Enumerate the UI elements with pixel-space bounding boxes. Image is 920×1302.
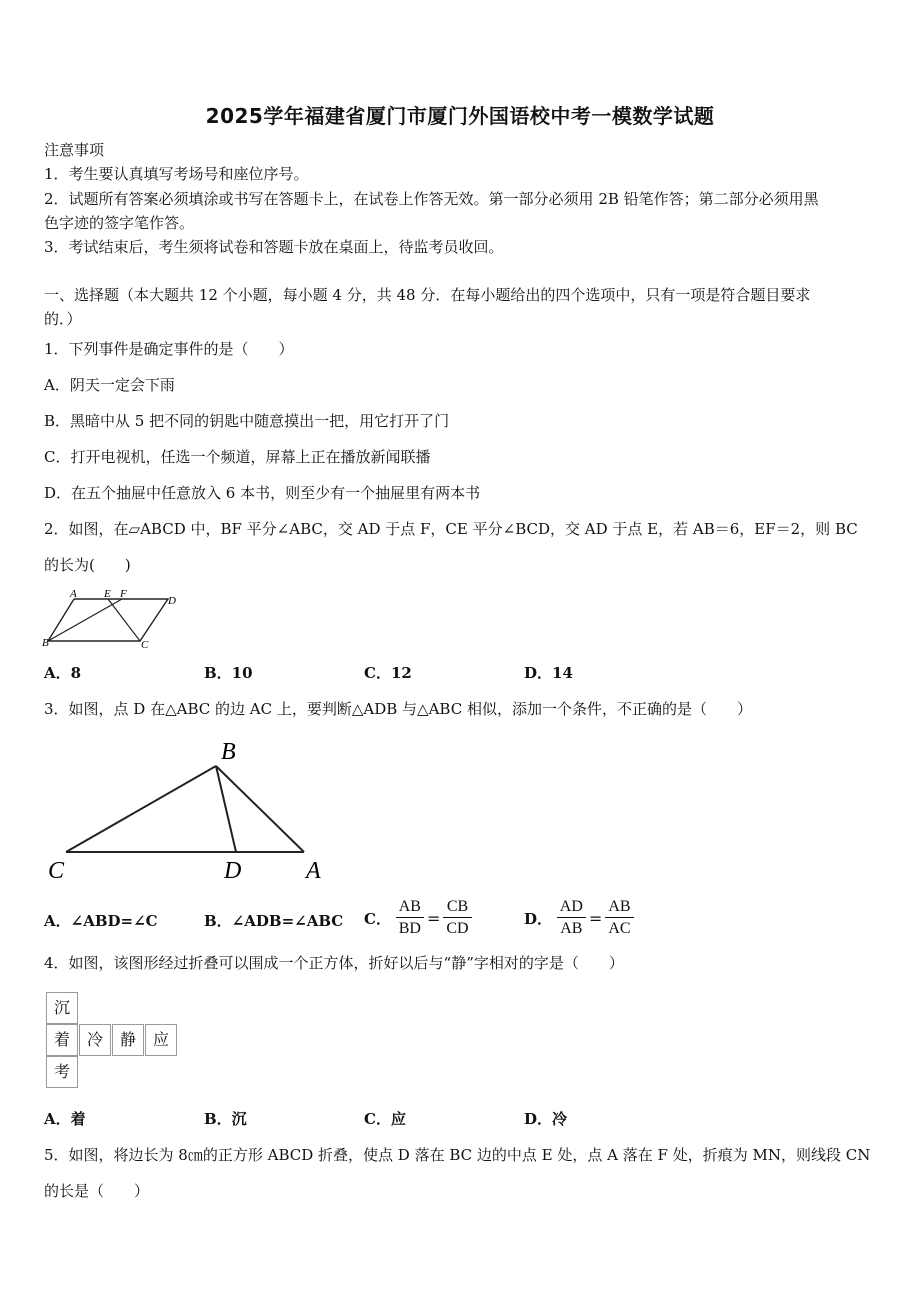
question-4-stem: 4．如图，该图形经过折叠可以围成一个正方体，折好以后与“静”字相对的字是（ ）: [44, 954, 624, 972]
fraction: [443, 897, 471, 940]
net-cell: 着: [46, 1024, 78, 1056]
section-heading-cont: 的．）: [44, 310, 82, 328]
question-1-option-c: C．打开电视机，任选一个频道，屏幕上正在播放新闻联播: [44, 448, 431, 466]
question-2-option-d: D．14: [524, 664, 573, 682]
side-ba: [216, 766, 304, 852]
page-title: 2025学年福建省厦门市厦门外国语校中考一模数学试题: [205, 104, 715, 128]
label-f: F: [120, 588, 127, 600]
denominator: CD: [446, 920, 469, 937]
question-3-option-d: [524, 897, 634, 940]
label-c: C: [48, 858, 65, 884]
question-1-stem: 1．下列事件是确定事件的是（ ）: [44, 340, 294, 358]
question-2-stem-cont: 的长为( ): [44, 556, 131, 574]
net-cell: 考: [46, 1056, 78, 1088]
question-4-option-d: D．冷: [524, 1110, 568, 1128]
question-4-option-b: B．沉: [204, 1110, 247, 1128]
question-2-option-b: B．10: [204, 664, 253, 682]
label-b: B: [221, 739, 236, 765]
option-c-label: C．: [364, 910, 391, 928]
question-2-option-a: A．8: [44, 664, 82, 682]
equals-sign: =: [426, 909, 441, 928]
net-cell: 沉: [46, 992, 78, 1024]
label-c: C: [141, 639, 149, 648]
segment-bd: [216, 766, 236, 852]
section-heading: 一、选择题（本大题共 12 个小题，每小题 4 分，共 48 分．在每小题给出的四个选项中，只有一项是符合题目要求: [44, 286, 811, 304]
label-a: A: [306, 858, 321, 884]
question-3-option-b: B．∠ADB=∠ABC: [204, 912, 344, 930]
numerator: AB: [396, 897, 424, 918]
label-e: E: [104, 588, 111, 600]
fraction: [605, 897, 633, 940]
question-1-option-d: D．在五个抽屉中任意放入 6 本书，则至少有一个抽屉里有两本书: [44, 484, 481, 502]
denominator: AC: [608, 920, 631, 937]
bisector-ce: [108, 599, 140, 641]
notice-item: 1．考生要认真填写考场号和座位序号。: [44, 165, 309, 183]
question-3-option-c: [364, 897, 472, 940]
question-3-stem: 3．如图，点 D 在△ABC 的边 AC 上，要判断△ADB 与△ABC 相似，添加一个条件，不正确的是（ ）: [44, 700, 752, 718]
denominator: BD: [398, 920, 421, 937]
bisector-bf: [48, 599, 122, 641]
fraction: [396, 897, 424, 940]
question-2-stem: 2．如图，在▱ABCD 中，BF 平分∠ABC，交 AD 于点 F，CE 平分∠BCD，交 AD 于点 E，若 AB＝6，EF＝2，则 BC: [44, 520, 858, 538]
label-b: B: [42, 637, 49, 648]
numerator: AB: [605, 897, 633, 918]
notice-heading: 注意事项: [44, 141, 105, 159]
denominator: AB: [560, 920, 583, 937]
question-4-option-a: A．着: [44, 1110, 86, 1128]
question-3-option-a: A．∠ABD=∠C: [44, 912, 158, 930]
net-cell: 静: [112, 1024, 144, 1056]
triangle-figure: [44, 732, 344, 888]
notice-item: 色字迹的签字笔作答。: [44, 214, 195, 232]
side-cb: [66, 766, 216, 852]
label-d: D: [168, 595, 176, 607]
numerator: CB: [443, 897, 471, 918]
label-d: D: [224, 858, 242, 884]
question-4-option-c: C．应: [364, 1110, 406, 1128]
question-5-stem-cont: 的长是（ ）: [44, 1182, 150, 1200]
notice-item: 2．试题所有答案必须填涂或书写在答题卡上，在试卷上作答无效。第一部分必须用 2B 铅笔作答；第二部分必须用黑: [44, 190, 819, 208]
parallelogram-outline: [48, 599, 168, 641]
equals-sign: =: [588, 909, 603, 928]
fraction: [557, 897, 586, 940]
notice-item: 3．考试结束后，考生须将试卷和答题卡放在桌面上，待监考员收回。: [44, 238, 504, 256]
option-d-label: D．: [524, 910, 553, 928]
numerator: AD: [557, 897, 586, 918]
question-2-option-c: C．12: [364, 664, 412, 682]
question-1-option-a: A．阴天一定会下雨: [44, 376, 175, 394]
cube-net-figure: [46, 990, 178, 1090]
net-cell: 冷: [79, 1024, 111, 1056]
question-1-option-b: B．黑暗中从 5 把不同的钥匙中随意摸出一把，用它打开了门: [44, 412, 450, 430]
net-cell: 应: [145, 1024, 177, 1056]
label-a: A: [70, 588, 77, 600]
question-5-stem: 5．如图，将边长为 8㎝的正方形 ABCD 折叠，使点 D 落在 BC 边的中点 E 处，点 A 落在 F 处，折痕为 MN，则线段 CN: [44, 1146, 871, 1164]
parallelogram-figure: [40, 586, 180, 648]
